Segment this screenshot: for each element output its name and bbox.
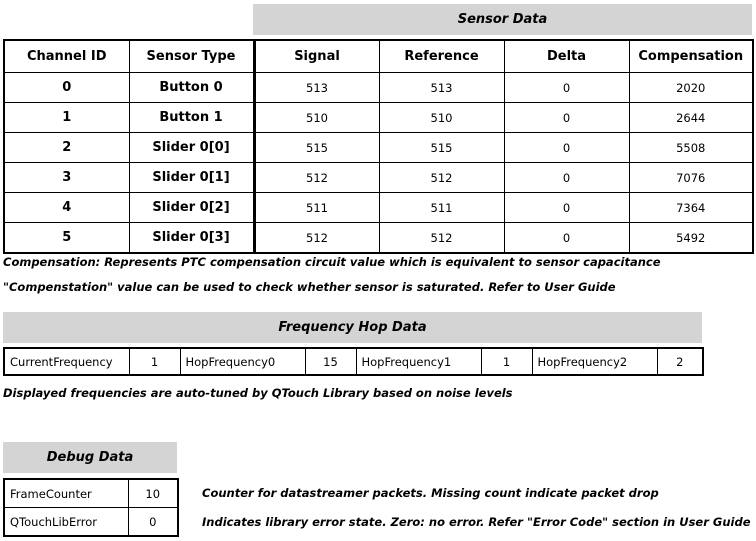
hop-frequency-1-label: HopFrequency1 (356, 348, 481, 375)
table-row (4, 508, 178, 537)
reference-cell: 515 (379, 133, 504, 163)
delta-cell: 0 (504, 193, 629, 223)
table-row (4, 103, 753, 133)
compensation-cell: 2020 (629, 73, 753, 103)
delta-cell: 0 (504, 223, 629, 254)
reference-cell: 510 (379, 103, 504, 133)
hop-frequency-2-value: 2 (657, 348, 703, 375)
sensor-data-table (3, 39, 754, 254)
sensor-type-cell: Slider 0[0] (129, 133, 254, 163)
col-header-compensation: Compensation (629, 40, 753, 73)
hop-frequency-1-value: 1 (481, 348, 532, 375)
current-frequency-label: CurrentFrequency (4, 348, 129, 375)
sensor-type-cell: Button 0 (129, 73, 254, 103)
table-row (4, 73, 753, 103)
col-header-sensor-type: Sensor Type (129, 40, 254, 73)
current-frequency-value: 1 (129, 348, 180, 375)
sensor-type-cell: Slider 0[3] (129, 223, 254, 254)
compensation-note: Compensation: Represents PTC compensation circuit value which is equivalent to sensor capacitance (3, 255, 661, 269)
table-row (4, 193, 753, 223)
delta-cell: 0 (504, 73, 629, 103)
compensation-cell: 5508 (629, 133, 753, 163)
signal-cell: 512 (254, 223, 379, 254)
channel-id-cell: 5 (4, 223, 129, 254)
reference-cell: 513 (379, 73, 504, 103)
compensation-cell: 2644 (629, 103, 753, 133)
table-row (4, 223, 753, 254)
table-row (4, 348, 703, 375)
delta-cell: 0 (504, 133, 629, 163)
signal-cell: 512 (254, 163, 379, 193)
compensation-cell: 5492 (629, 223, 753, 254)
sensor-type-cell: Slider 0[1] (129, 163, 254, 193)
frequency-hop-table (3, 347, 704, 376)
reference-cell: 512 (379, 163, 504, 193)
col-header-reference: Reference (379, 40, 504, 73)
frequency-hop-header (3, 312, 702, 343)
channel-id-cell: 4 (4, 193, 129, 223)
hop-frequency-0-label: HopFrequency0 (180, 348, 305, 375)
signal-cell: 513 (254, 73, 379, 103)
compensation-cell: 7076 (629, 163, 753, 193)
debug-data-table (3, 478, 179, 537)
frame-counter-label: FrameCounter (4, 479, 128, 508)
channel-id-cell: 2 (4, 133, 129, 163)
channel-id-cell: 1 (4, 103, 129, 133)
col-header-channel-id: Channel ID (4, 40, 129, 73)
hop-frequency-2-label: HopFrequency2 (532, 348, 657, 375)
channel-id-cell: 0 (4, 73, 129, 103)
debug-data-title: Debug Data (46, 450, 134, 465)
col-header-signal: Signal (254, 40, 379, 73)
frame-counter-value: 10 (128, 479, 178, 508)
saturation-note: "Compenstation" value can be used to check whether sensor is saturated. Refer to User Guide (3, 280, 616, 294)
frequency-note: Displayed frequencies are auto-tuned by QTouch Library based on noise levels (3, 386, 513, 400)
col-header-delta: Delta (504, 40, 629, 73)
table-row (4, 163, 753, 193)
qtouch-lib-error-label: QTouchLibError (4, 508, 128, 537)
compensation-cell: 7364 (629, 193, 753, 223)
sensor-data-header (253, 4, 752, 35)
reference-cell: 512 (379, 223, 504, 254)
sensor-type-cell: Slider 0[2] (129, 193, 254, 223)
hop-frequency-0-value: 15 (305, 348, 356, 375)
qtouch-lib-error-value: 0 (128, 508, 178, 537)
table-row (4, 133, 753, 163)
signal-cell: 511 (254, 193, 379, 223)
delta-cell: 0 (504, 163, 629, 193)
delta-cell: 0 (504, 103, 629, 133)
table-row (4, 479, 178, 508)
sensor-data-title: Sensor Data (457, 12, 548, 27)
debug-data-header (3, 442, 177, 473)
frame-counter-note: Counter for datastreamer packets. Missing count indicate packet drop (202, 486, 659, 500)
sensor-type-cell: Button 1 (129, 103, 254, 133)
signal-cell: 510 (254, 103, 379, 133)
reference-cell: 511 (379, 193, 504, 223)
table-header-row (4, 40, 753, 73)
error-state-note: Indicates library error state. Zero: no error. Refer "Error Code" section in User Guide (202, 515, 751, 529)
channel-id-cell: 3 (4, 163, 129, 193)
frequency-hop-title: Frequency Hop Data (278, 320, 427, 335)
signal-cell: 515 (254, 133, 379, 163)
